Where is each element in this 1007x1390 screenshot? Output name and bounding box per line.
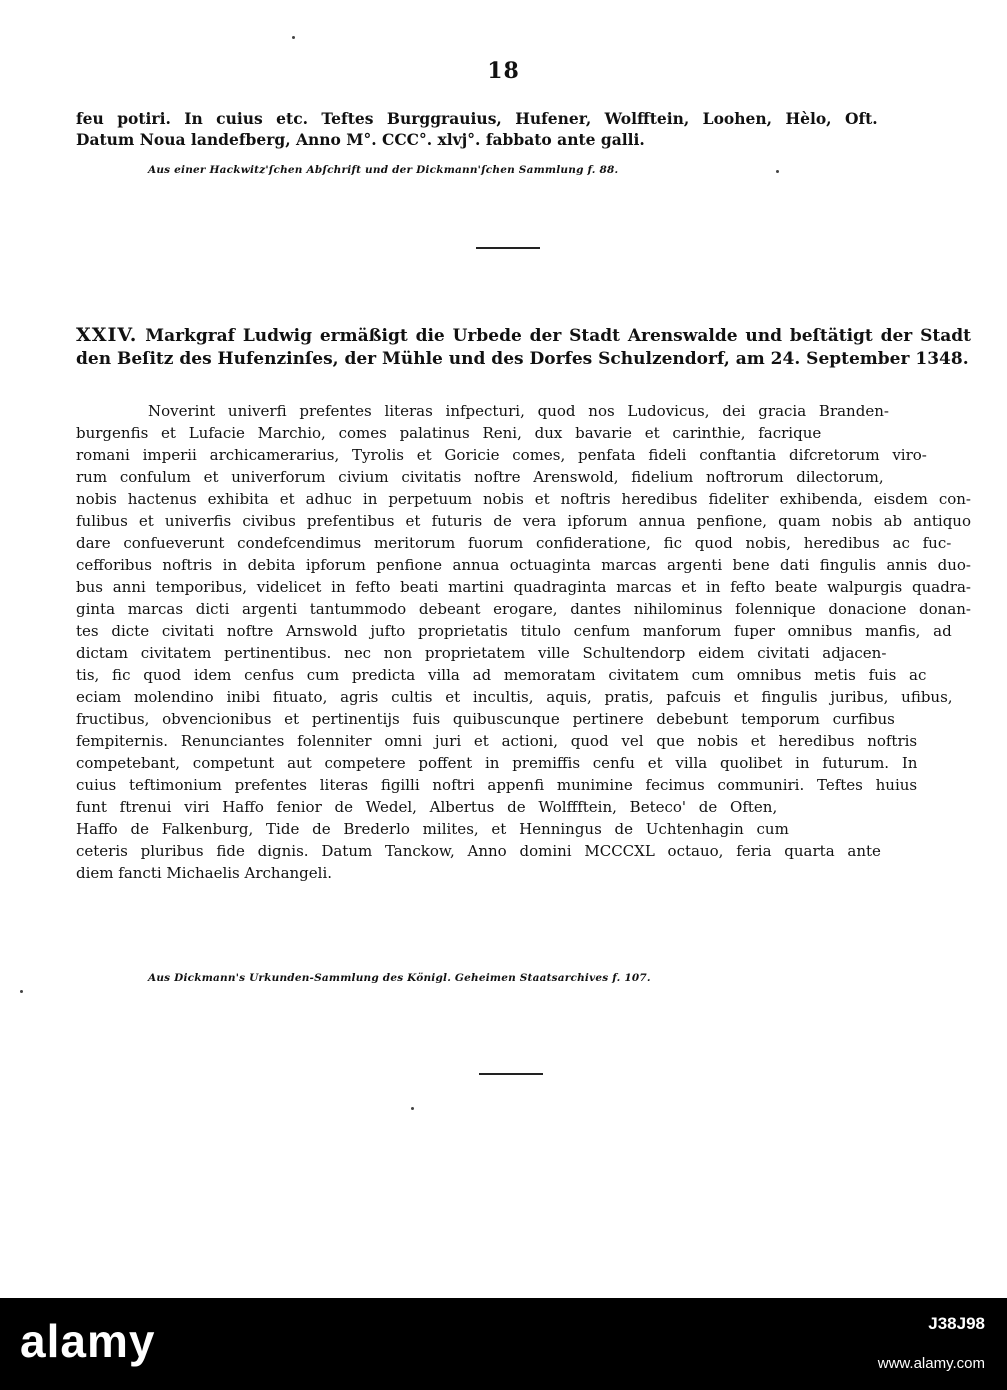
document-body <box>76 400 971 884</box>
scan-speck <box>292 36 295 39</box>
body-line: competebant, competunt aut competere poffent in premiffis cenfu et villa quolibet in futurum. In <box>76 754 918 772</box>
body-line: tis, fic quod idem cenfus cum predicta villa ad memoratam civitatem cum omnibus metis fuis ac <box>76 666 927 684</box>
footer-url[interactable]: www.alamy.com <box>877 1355 985 1372</box>
heading-text: Markgraf Ludwig ermäßigt die Urbede der Stadt Arenswalde und beſtätigt der Stadt <box>145 326 971 346</box>
scan-speck <box>20 990 23 993</box>
image-id: J38J98 <box>928 1314 985 1333</box>
document-number: XXIV. <box>76 324 138 346</box>
section-divider <box>479 1073 543 1075</box>
body-line: cuius teftimonium prefentes literas figilli noftri appenfi munimine fecimus communiri. Teftes huius <box>76 776 918 794</box>
alamy-logo: alamy <box>20 1315 156 1367</box>
body-line: nobis hactenus exhibita et adhuc in perpetuum nobis et noftris heredibus fideliter exhibenda, eisdem con- <box>76 490 971 508</box>
body-line: burgenfis et Lufacie Marchio, comes palatinus Reni, dux bavarie et carinthie, facrique <box>76 424 822 442</box>
page-number: 18 <box>487 58 520 84</box>
body-line: Haffo de Falkenburg, Tide de Brederlo milites, et Henningus de Uchtenhagin cum <box>76 820 789 838</box>
body-line: fulibus et univerfis civibus prefentibus et futuris de vera ipforum annua penfione, quam nobis ab antiquo <box>76 512 971 530</box>
body-line: fempiternis. Renunciantes folenniter omni juri et actioni, quod vel que nobis et heredibus noftris <box>76 732 918 750</box>
body-line: dictam civitatem pertinentibus. nec non proprietatem ville Schultendorp eidem civitati adjacen- <box>76 644 887 662</box>
heading-line-2: den Beſitz des Hufenzinſes, der Mühle und des Dorfes Schulzendorf, am 24. September 1348. <box>76 349 969 369</box>
body-line: fructibus, obvencionibus et pertinentijs fuis quibuscunque pertinere debebunt temporum curfibus <box>76 710 895 728</box>
heading-line-1 <box>76 324 971 348</box>
body-line: dare confueverunt condefcendimus meritorum fuorum confideratione, fic quod nobis, heredibus ac fuc- <box>76 534 952 552</box>
body-line: eciam molendino inibi fituato, agris cultis et incultis, aquis, pratis, pafcuis et fingulis juribus, ufibus, <box>76 688 953 706</box>
source-note-document: Aus Dickmann's Urkunden-Sammlung des Königl. Geheimen Staatsarchives f. 107. <box>148 972 651 984</box>
body-line: funt ftrenui viri Haffo fenior de Wedel, Albertus de Wolffftein, Beteco' de Often, <box>76 798 778 816</box>
source-note-previous: Aus einer Hackwitz'ſchen Abſchrift und der Dickmann'ſchen Sammlung f. 88. <box>148 164 619 176</box>
continuation-line: feu potiri. In cuius etc. Teftes Burggrauius, Hufener, Wolfftein, Loohen, Hèlo, Oft. <box>76 109 878 128</box>
body-line: tes dicte civitati noftre Arnswold jufto proprietatis titulo cenfum manforum fuper omnibus manfis, ad <box>76 622 952 640</box>
body-line: ginta marcas dicti argenti tantummodo debeant erogare, dantes nihilominus folennique donacione donan- <box>76 600 971 618</box>
body-line: cefforibus noftris in debita ipforum penfione annua octuaginta marcas argenti bene dati fingulis annis duo- <box>76 556 971 574</box>
body-line: Noverint univerfi prefentes literas infpecturi, quod nos Ludovicus, dei gracia Branden- <box>148 402 889 420</box>
continuation-text <box>76 108 971 150</box>
document-heading <box>76 324 971 371</box>
section-divider <box>476 247 540 249</box>
body-line: rum confulum et univerforum civium civitatis noftre Arenswold, fidelium noftrorum dilectorum, <box>76 468 884 486</box>
scan-speck <box>776 170 779 173</box>
body-line: bus anni temporibus, videlicet in fefto beati martini quadraginta marcas et in fefto beate walpurgis quadra- <box>76 578 971 596</box>
body-line: ceteris pluribus fide dignis. Datum Tanckow, Anno domini MCCCXL octauo, feria quarta ante <box>76 842 881 860</box>
continuation-line: Datum Noua landefberg, Anno M°. CCC°. xlvj°. fabbato ante galli. <box>76 130 645 149</box>
body-line: diem fancti Michaelis Archangeli. <box>76 864 333 882</box>
scan-speck <box>411 1107 414 1110</box>
body-line: romani imperii archicamerarius, Tyrolis et Goricie comes, penfata fideli conftantia difcretorum viro- <box>76 446 927 464</box>
